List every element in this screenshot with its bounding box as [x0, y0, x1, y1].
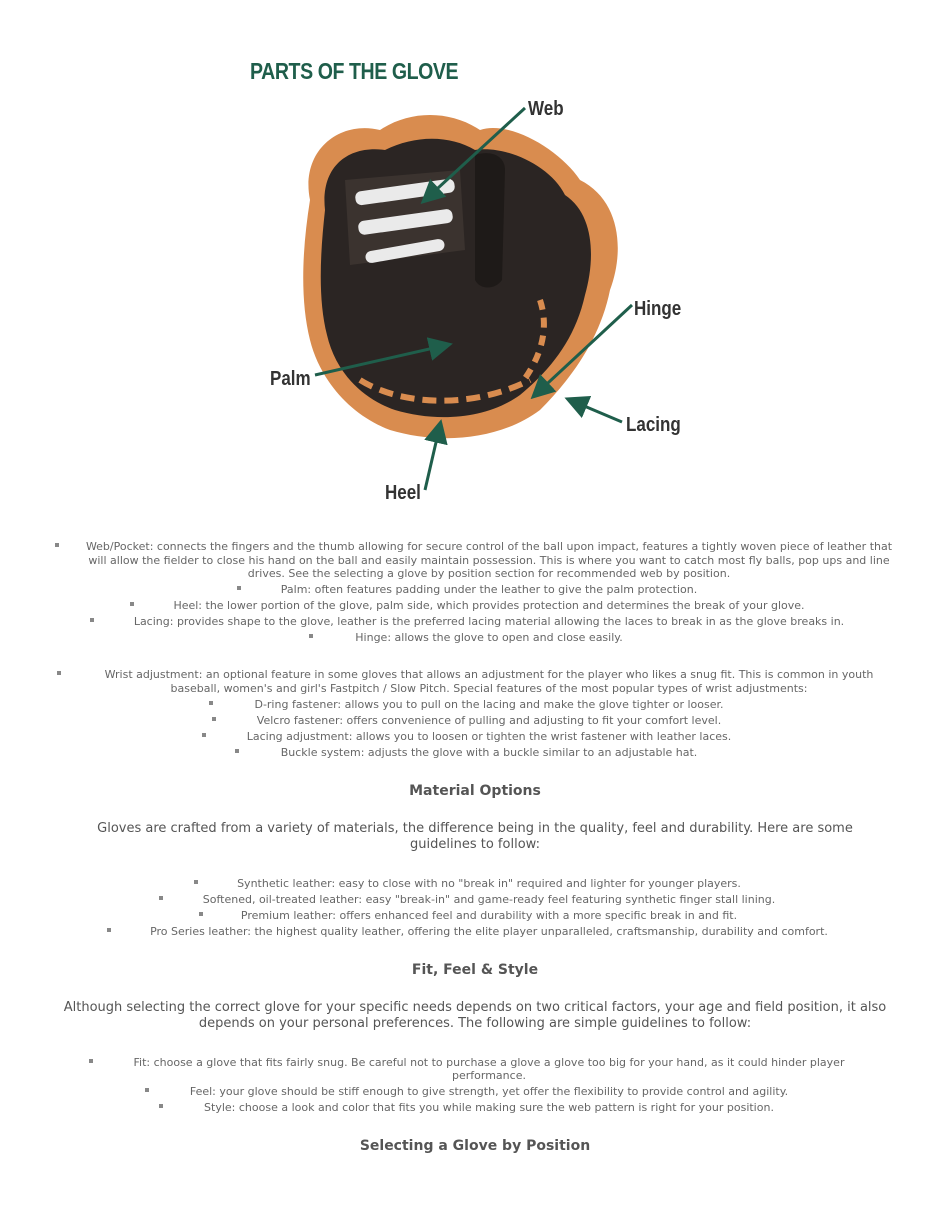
- list-item: Feel: your glove should be stiff enough to give strength, yet offer the flexibility to provide control and agility.: [145, 1085, 805, 1099]
- parts-list: [0, 540, 950, 645]
- list-item: Lacing adjustment: allows you to loosen or tighten the wrist fastener with leather laces.: [202, 730, 748, 744]
- bullet: [199, 912, 203, 916]
- bullet: [90, 618, 94, 622]
- list-item: Synthetic leather: easy to close with no "break in" required and lighter for younger players.: [194, 877, 756, 891]
- bullet: [107, 928, 111, 932]
- bullet: [202, 733, 206, 737]
- list-item: Premium leather: offers enhanced feel and durability with a more specific break in and fit.: [199, 909, 751, 923]
- wrist-list: [0, 668, 950, 759]
- list-item: Hinge: allows the glove to open and close easily.: [309, 631, 641, 645]
- bullet: [130, 602, 134, 606]
- list-item: Fit: choose a glove that fits fairly snug. Be careful not to purchase a glove a glove too big for your hand, as it could hinder player performance.: [89, 1056, 861, 1083]
- list-item: Palm: often features padding under the leather to give the palm protection.: [237, 583, 713, 597]
- callout-heel: Heel: [385, 482, 421, 504]
- list-item: Softened, oil-treated leather: easy "break-in" and game-ready feel featuring synthetic finger stall lining.: [159, 893, 791, 907]
- lacing-arrow: [570, 400, 622, 422]
- glove-finger-stall: [475, 153, 505, 287]
- article-content: [0, 540, 950, 1155]
- bullet: [159, 1104, 163, 1108]
- position-heading: Selecting a Glove by Position: [359, 1138, 591, 1154]
- glove-illustration: [240, 50, 700, 510]
- list-item: Buckle system: adjusts the glove with a buckle similar to an adjustable hat.: [235, 746, 715, 760]
- callout-hinge: Hinge: [634, 298, 682, 320]
- bullet: [55, 543, 59, 547]
- callout-palm: Palm: [270, 368, 311, 390]
- material-heading: Material Options: [409, 782, 541, 799]
- callout-lacing: Lacing: [626, 414, 681, 436]
- bullet: [145, 1088, 149, 1092]
- bullet: [309, 634, 313, 638]
- bullet: [235, 749, 239, 753]
- fit-heading: Fit, Feel & Style: [411, 961, 539, 978]
- bullet: [237, 586, 241, 590]
- list-item: Velcro fastener: offers convenience of pulling and adjusting to fit your comfort level.: [212, 714, 738, 728]
- bullet: [159, 896, 163, 900]
- list-item: Lacing: provides shape to the glove, leather is the preferred lacing material allowing the laces to break in as the glove breaks in.: [90, 615, 860, 629]
- fit-list: [0, 1056, 950, 1115]
- list-item: D-ring fastener: allows you to pull on the lacing and make the glove tighter or looser.: [209, 698, 741, 712]
- material-list: [0, 877, 950, 939]
- list-item: Wrist adjustment: an optional feature in some gloves that allows an adjustment for the player who likes a snug fit. This is common in youth baseball, women's and girl's Fastpitch / Slow Pitch. Special features of the most popular types of wrist adjustments:: [57, 668, 893, 695]
- list-item: Style: choose a look and color that fits you while making sure the web pattern is right for your position.: [159, 1101, 791, 1115]
- list-item: Web/Pocket: connects the fingers and the thumb allowing for secure control of the ball upon impact, features a tightly woven piece of leather that will allow the fielder to close his hand on the ball and easily maintain possession. This is where you want to catch most fly balls, pop ups and line drives. See the selecting a glove by position section for recommended web by position.: [55, 540, 895, 581]
- material-intro: Gloves are crafted from a variety of materials, the difference being in the quality, feel and durability. Here are some guidelines to follow:: [97, 820, 853, 852]
- fit-intro: Although selecting the correct glove for your specific needs depends on two critical factors, your age and field position, it also depends on your personal preferences. The following are simple guidelines to follow:: [63, 999, 887, 1031]
- glove-diagram: [240, 50, 700, 510]
- bullet: [212, 717, 216, 721]
- bullet: [57, 671, 61, 675]
- bullet: [209, 701, 213, 705]
- bullet: [89, 1059, 93, 1063]
- figure-title: PARTS OF THE GLOVE: [250, 58, 459, 84]
- bullet: [194, 880, 198, 884]
- callout-web: Web: [528, 98, 564, 120]
- list-item: Heel: the lower portion of the glove, palm side, which provides protection and determines the break of your glove.: [130, 599, 820, 613]
- list-item: Pro Series leather: the highest quality leather, offering the elite player unparalleled, craftsmanship, durability and comfort.: [107, 925, 843, 939]
